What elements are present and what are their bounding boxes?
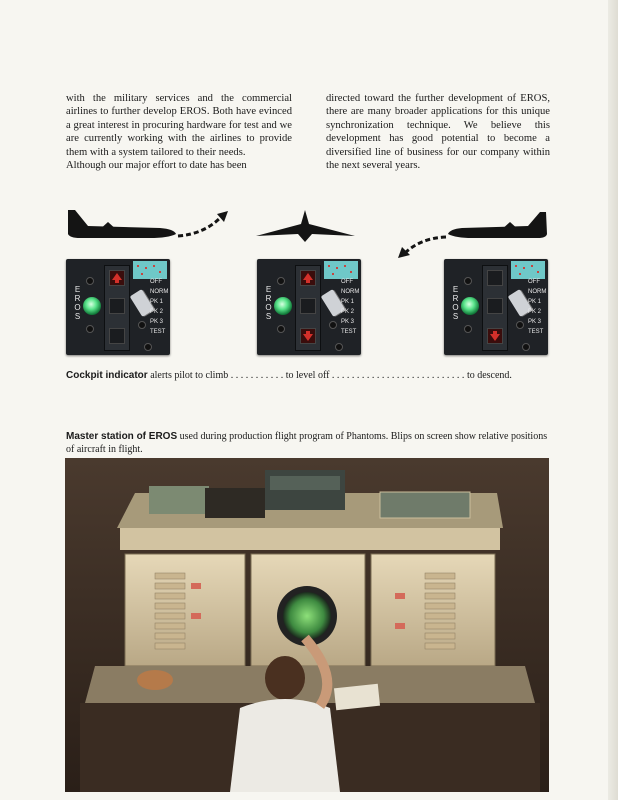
up-lamp	[487, 270, 503, 286]
cockpit-caption-descend: to descend.	[466, 370, 512, 381]
green-lamp-icon	[274, 297, 292, 315]
page-edge	[608, 0, 618, 800]
up-arrow-icon	[300, 270, 316, 286]
level-lamp	[487, 298, 503, 314]
pos-off: OFF	[341, 279, 353, 285]
level-lamp	[109, 298, 125, 314]
master-station-caption	[66, 431, 550, 456]
left-paragraph-1: with the military services and the commercial airlines to further develop EROS. Both have evinced a great interest in procuring hardware for test and we are currently working with the airlines to provide them with a system tailored to their needs.	[66, 93, 292, 158]
cockpit-indicator-descend	[444, 259, 548, 355]
pos-test: TEST	[150, 329, 166, 335]
pos-test: TEST	[341, 329, 357, 335]
pos-norm: NORM	[341, 289, 360, 295]
aircraft-illustrations	[0, 200, 618, 260]
cockpit-caption-climb: alerts pilot to climb . . . . . . . . . . .	[150, 370, 284, 381]
master-caption-bold: Master station of EROS	[66, 431, 178, 442]
descend-arrow-icon	[404, 237, 446, 254]
down-arrow-icon	[487, 328, 503, 344]
down-arrow-icon	[300, 328, 316, 344]
lamp-column	[104, 265, 130, 351]
right-paragraph: directed toward the further development of EROS, there are many broader applications for this unique synchronization technique. We believe this development has good potential to become a diversified line of business for our company within the next several years.	[326, 93, 550, 172]
lamp-column	[295, 265, 321, 351]
cockpit-caption-level: to level off . . . . . . . . . . . . . . . . . . . . . . . . . . .	[285, 370, 465, 381]
pos-pk3: PK 3	[528, 319, 542, 325]
body-text-left-column	[66, 92, 292, 172]
body-text-right-column	[326, 92, 550, 172]
pos-pk1: PK 1	[150, 299, 164, 305]
down-lamp	[109, 328, 125, 344]
airliner-left-icon	[68, 210, 176, 238]
airliner-right-icon	[448, 212, 547, 238]
pos-off: OFF	[528, 279, 540, 285]
eros-label: EROS	[264, 285, 273, 321]
master-station-photo	[65, 458, 549, 792]
pos-pk2: PK 2	[528, 309, 542, 315]
pos-pk3: PK 3	[150, 319, 164, 325]
cockpit-caption	[66, 370, 512, 381]
eros-label: EROS	[73, 285, 82, 321]
status-window	[133, 261, 167, 279]
level-lamp	[300, 298, 316, 314]
pos-off: OFF	[150, 279, 162, 285]
pos-norm: NORM	[150, 289, 169, 295]
climb-arrow-icon	[178, 216, 222, 236]
left-paragraph-2: Although our major effort to date has been	[66, 160, 247, 172]
cockpit-caption-bold: Cockpit indicator	[66, 370, 148, 381]
cockpit-indicator-climb	[66, 259, 170, 355]
cockpit-indicator-level	[257, 259, 361, 355]
green-lamp-icon	[461, 297, 479, 315]
pos-pk2: PK 2	[341, 309, 355, 315]
pos-pk2: PK 2	[150, 309, 164, 315]
pos-norm: NORM	[528, 289, 547, 295]
fighter-jet-icon	[256, 210, 355, 242]
up-arrow-icon	[109, 270, 125, 286]
pos-pk1: PK 1	[528, 299, 542, 305]
master-caption-text: used during production flight program of Phantoms. Blips on screen show relative positions of aircraft in flight.	[66, 431, 548, 455]
pos-pk1: PK 1	[341, 299, 355, 305]
pos-test: TEST	[528, 329, 544, 335]
green-lamp-icon	[83, 297, 101, 315]
status-window	[511, 261, 545, 279]
eros-label: EROS	[451, 285, 460, 321]
pos-pk3: PK 3	[341, 319, 355, 325]
status-window	[324, 261, 358, 279]
lamp-column	[482, 265, 508, 351]
